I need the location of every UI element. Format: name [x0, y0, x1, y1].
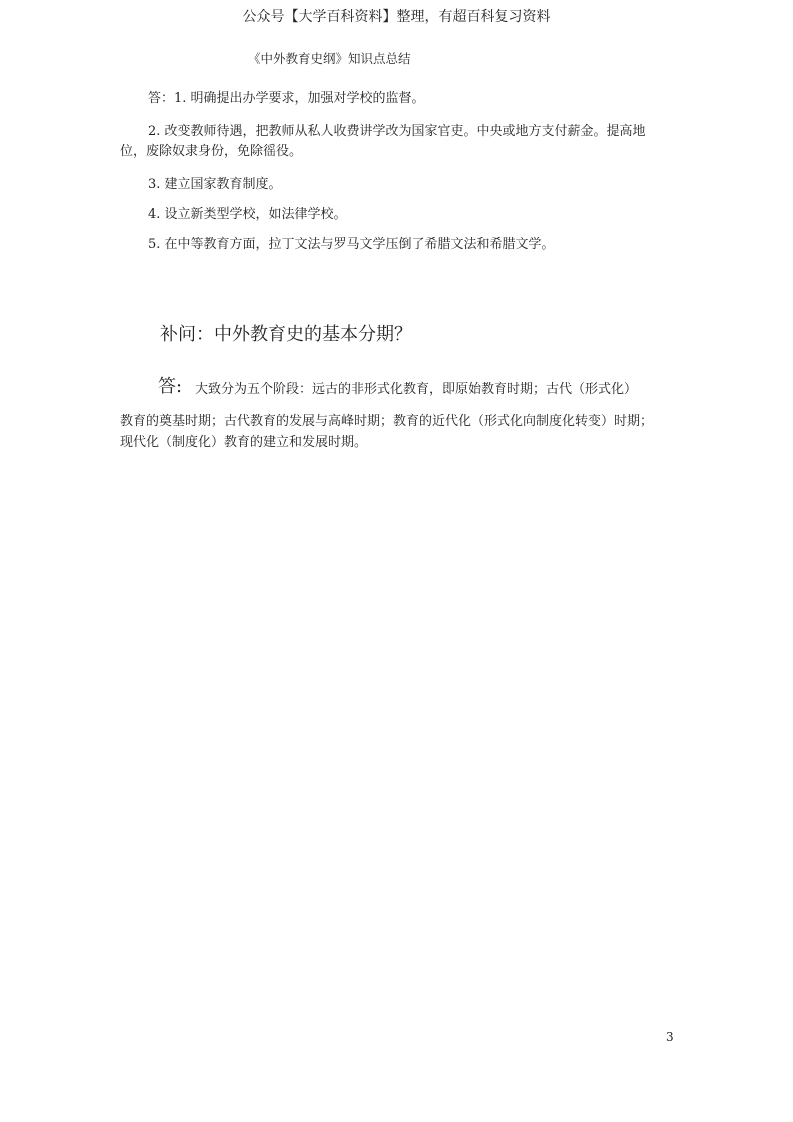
supplementary-question: 补问：中外教育史的基本分期？	[160, 324, 412, 345]
page-header-note: 公众号【大学百科资料】整理，有超百科复习资料	[242, 9, 551, 25]
page-number: 3	[666, 1030, 674, 1044]
supplementary-answer-line-1: 大致分为五个阶段：远古的非形式化教育，即原始教育时期；古代（形式化）	[195, 382, 638, 397]
document-title: 《中外教育史纲》知识点总结	[248, 51, 411, 66]
answer-item-4: 4. 设立新类型学校，如法律学校。	[148, 207, 347, 222]
answer-item-5: 5. 在中等教育方面，拉丁文法与罗马文学压倒了希腊文法和希腊文学。	[148, 237, 555, 252]
answer-line-1: 答：1. 明确提出办学要求，加强对学校的监督。	[148, 91, 425, 106]
answer-item-2-line-1: 2. 改变教师待遇，把教师从私人收费讲学改为国家官吏。中央或地方支付薪金。提高地	[148, 124, 646, 139]
answer-item-2-line-2: 位，废除奴隶身份，免除徭役。	[120, 144, 303, 159]
answer-item-3: 3. 建立国家教育制度。	[148, 177, 282, 192]
supplementary-answer-line-3: 现代化（制度化）教育的建立和发展时期。	[120, 435, 368, 450]
supplementary-answer-line-2: 教育的奠基时期；古代教育的发展与高峰时期；教育的近代化（形式化向制度化转变）时期；	[120, 414, 654, 429]
supplementary-answer-label: 答:	[158, 376, 183, 397]
